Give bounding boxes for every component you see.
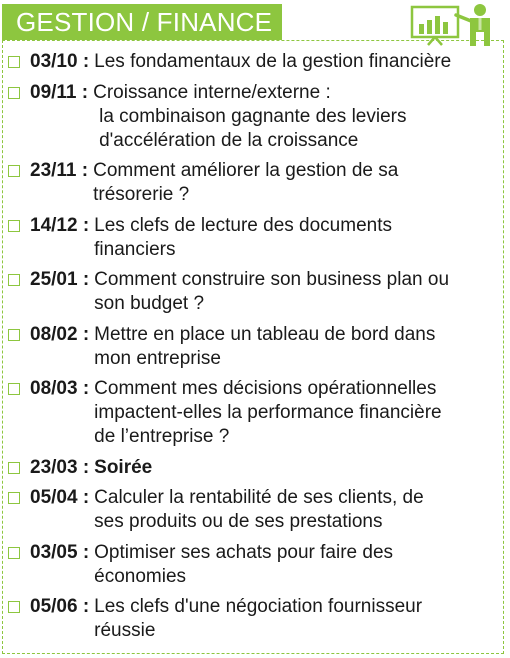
item-text-line: économies — [94, 565, 187, 587]
list-item — [8, 541, 504, 589]
item-text-line: la combinaison gagnante des leviers — [99, 105, 407, 127]
item-description — [93, 81, 504, 153]
item-date: 05/06 : — [30, 596, 90, 617]
item-date: 14/12 : — [30, 214, 90, 236]
header-banner — [2, 4, 282, 40]
list-item — [8, 81, 504, 153]
checkbox-icon[interactable] — [8, 165, 20, 177]
item-text-line: d'accélération de la croissance — [99, 129, 359, 151]
item-text-line: financiers — [94, 238, 176, 260]
item-description — [94, 268, 504, 316]
item-date: 25/01 : — [30, 269, 90, 290]
item-description — [94, 456, 504, 480]
item-text-line: Comment mes décisions opérationnelles — [94, 378, 437, 399]
checkbox-icon[interactable] — [8, 274, 20, 286]
checkbox-icon[interactable] — [8, 56, 20, 68]
checkbox-icon[interactable] — [8, 87, 20, 99]
item-description — [94, 541, 504, 589]
item-text-line: Croissance interne/externe : — [93, 81, 331, 103]
item-date: 03/05 : — [30, 541, 90, 563]
item-description — [94, 214, 504, 262]
item-text-line: son budget ? — [94, 293, 205, 314]
checkbox-icon[interactable] — [8, 601, 20, 613]
item-description — [94, 486, 504, 534]
item-text-line: trésorerie ? — [93, 184, 190, 205]
item-text-line: Comment améliorer la gestion de sa — [93, 160, 399, 181]
event-list — [8, 50, 504, 650]
checkbox-icon[interactable] — [8, 220, 20, 232]
item-date: 23/11 : — [30, 160, 89, 181]
checkbox-icon[interactable] — [8, 547, 20, 559]
checkbox-icon[interactable] — [8, 383, 20, 395]
page-title: GESTION / FINANCE — [16, 7, 273, 37]
item-date: 05/04 : — [30, 487, 90, 508]
checkbox-icon[interactable] — [8, 329, 20, 341]
item-text-line: Les clefs de lecture des documents — [94, 214, 392, 236]
item-text-line: Les clefs d'une négociation fournisseur — [94, 596, 423, 617]
list-item — [8, 214, 504, 262]
item-text-line: de l’entreprise ? — [94, 426, 230, 447]
list-item — [8, 377, 504, 449]
item-description — [93, 159, 504, 207]
item-date: 08/03 : — [30, 378, 90, 399]
list-item — [8, 456, 504, 480]
item-text-line: Calculer la rentabilité de ses clients, de — [94, 487, 424, 508]
checkbox-icon[interactable] — [8, 462, 20, 474]
item-text-line: Optimiser ses achats pour faire des — [94, 541, 394, 563]
item-date: 09/11 : — [30, 81, 89, 103]
list-item — [8, 50, 504, 74]
item-text-line: mon entreprise — [94, 347, 221, 369]
item-text-line: Comment construire son business plan ou — [94, 269, 450, 290]
item-date: 23/03 : — [30, 456, 90, 478]
item-text-line: Mettre en place un tableau de bord dans — [94, 323, 436, 345]
item-date: 08/02 : — [30, 323, 90, 345]
list-item — [8, 486, 504, 534]
item-date: 03/10 : — [30, 51, 90, 72]
item-text-line: réussie — [94, 620, 156, 641]
list-item — [8, 323, 504, 371]
item-text-line: impactent-elles la performance financière — [94, 402, 442, 423]
item-text-line: ses produits ou de ses prestations — [94, 511, 383, 532]
item-description — [94, 50, 504, 74]
list-item — [8, 595, 504, 643]
item-text-line: Soirée — [94, 456, 153, 478]
list-item — [8, 268, 504, 316]
item-text-line: Les fondamentaux de la gestion financière — [94, 51, 452, 72]
item-description — [94, 595, 504, 643]
item-description — [94, 377, 504, 449]
item-description — [94, 323, 504, 371]
list-item — [8, 159, 504, 207]
checkbox-icon[interactable] — [8, 492, 20, 504]
